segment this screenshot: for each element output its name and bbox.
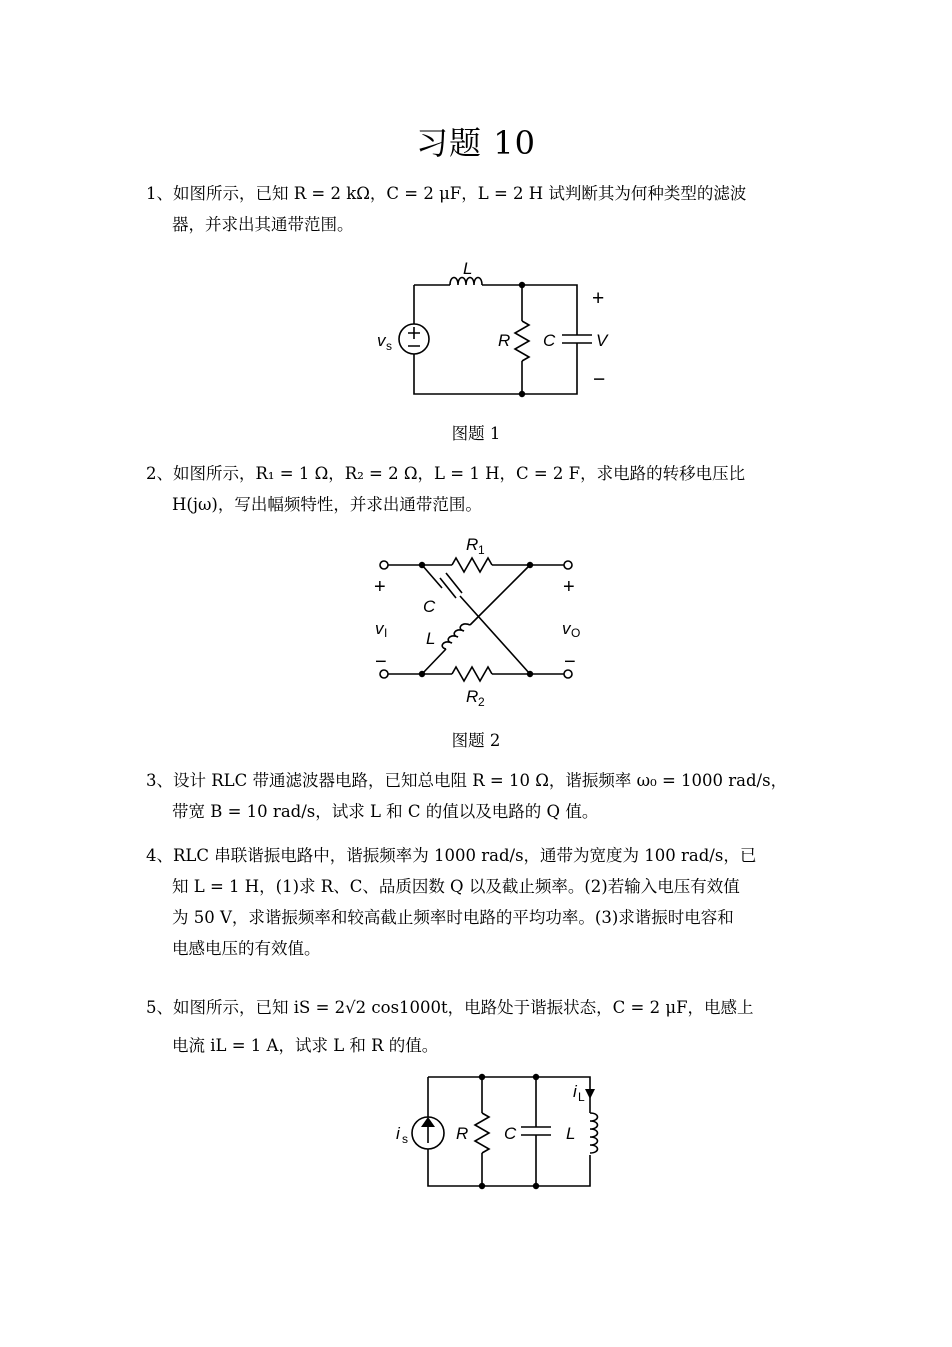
figure-1-circuit — [360, 255, 620, 405]
figure-2-caption: 图题 2 — [451, 731, 501, 750]
resistor-R — [475, 1113, 489, 1153]
problem-3 — [146, 765, 814, 827]
figure-5-circuit — [390, 1065, 610, 1200]
label-iL-sub: L — [578, 1090, 585, 1104]
label-R: R — [498, 331, 511, 350]
problem-4-line-2: 知 L = 1 H，(1)求 R、C、品质因数 Q 以及截止频率。(2)若输入电压有效值 — [172, 877, 740, 896]
label-is-sub: s — [402, 1132, 408, 1146]
inductor-L — [442, 624, 470, 649]
problem-3-line-1: 3、设计 RLC 带通滤波器电路，已知总电阻 R = 10 Ω，谐振频率 ω₀ = 1000 rad/s， — [146, 771, 788, 790]
label-L: L — [463, 259, 473, 278]
problem-5-line-2: 电流 iL = 1 A，试求 L 和 R 的值。 — [172, 1036, 439, 1055]
iL-arrow-head — [585, 1089, 595, 1099]
problem-4-line-1: 4、RLC 串联谐振电路中，谐振频率为 1000 rad/s，通带为宽度为 100 rad/s，已 — [146, 846, 757, 865]
label-L: L — [426, 629, 436, 648]
label-C: C — [423, 597, 436, 616]
problem-1-line-1: 1、如图所示，已知 R = 2 kΩ，C = 2 μF，L = 2 H 试判断其为何种类型的滤波 — [146, 184, 747, 203]
label-vo: v — [562, 619, 571, 638]
capacitor-C — [440, 573, 462, 598]
label-L: L — [566, 1124, 576, 1143]
label-R: R — [456, 1124, 469, 1143]
label-plus-left: + — [374, 576, 386, 598]
label-R1-sub: 1 — [478, 543, 485, 557]
label-minus-left: − — [375, 651, 387, 673]
problem-1 — [146, 178, 814, 240]
resistor-R2 — [452, 667, 492, 681]
problem-4-line-4: 电感电压的有效值。 — [172, 939, 321, 958]
inductor-L — [450, 278, 482, 286]
label-plus: + — [592, 287, 605, 310]
page-title: 习题 10 — [416, 124, 536, 162]
figure-2-circuit — [360, 530, 600, 710]
label-C: C — [543, 331, 556, 350]
problem-2-line-1: 2、如图所示，R₁ = 1 Ω，R₂ = 2 Ω，L = 1 H，C = 2 F，求电路的转移电压比 — [146, 464, 746, 483]
label-vi: v — [375, 619, 384, 638]
capacitor-C — [521, 1127, 551, 1135]
problem-2-line-2: H(jω)，写出幅频特性，并求出通带范围。 — [172, 495, 482, 514]
label-plus-right: + — [563, 576, 575, 598]
problem-4 — [146, 840, 814, 964]
label-R2-sub: 2 — [478, 695, 485, 709]
label-R2: R — [466, 687, 479, 706]
resistor-R1 — [452, 558, 492, 572]
problem-3-line-2: 带宽 B = 10 rad/s，试求 L 和 C 的值以及电路的 Q 值。 — [172, 802, 599, 821]
label-V: V — [596, 331, 608, 350]
label-minus: − — [593, 368, 606, 391]
label-vo-sub: O — [571, 626, 581, 640]
label-vi-sub: I — [384, 626, 388, 640]
label-minus-right: − — [564, 651, 576, 673]
problem-5 — [146, 989, 814, 1065]
label-C: C — [504, 1124, 517, 1143]
label-vs: v — [377, 331, 386, 350]
figure-1-caption: 图题 1 — [451, 424, 501, 443]
problem-4-line-3: 为 50 V，求谐振频率和较高截止频率时电路的平均功率。(3)求谐振时电容和 — [172, 908, 734, 927]
inductor-L — [590, 1113, 598, 1153]
label-iL: i — [573, 1082, 577, 1101]
label-is: i — [396, 1124, 400, 1143]
resistor-R — [515, 321, 529, 361]
problem-5-line-1: 5、如图所示，已知 iS = 2√2 cos1000t，电路处于谐振状态，C = 2 μF，电感上 — [146, 998, 754, 1017]
problem-2 — [146, 458, 814, 520]
problem-1-line-2: 器，并求出其通带范围。 — [172, 215, 354, 234]
label-R1: R — [466, 535, 479, 554]
label-vs-sub: s — [386, 339, 392, 353]
capacitor-C — [562, 335, 592, 343]
